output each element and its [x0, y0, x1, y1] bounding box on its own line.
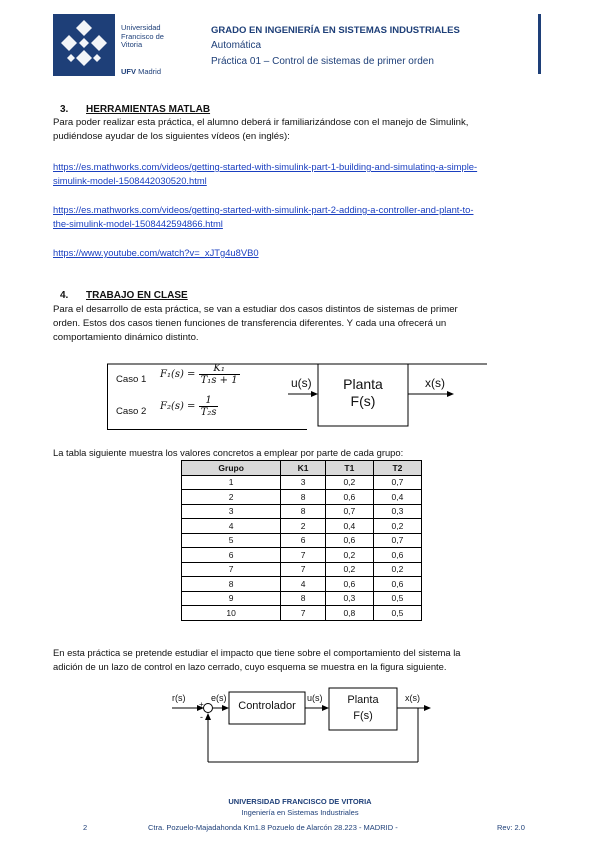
section-3-intro: Para poder realizar esta práctica, el alumno deberá ir familiarizándose con el manejo de Simulink, pudiéndose ayudar de los siguientes vídeos (en inglés):	[53, 117, 469, 142]
control-signal-label: u(s)	[307, 693, 323, 703]
table-row	[182, 533, 422, 548]
table-cell: 8	[281, 504, 326, 519]
plus-sign: +	[199, 700, 204, 709]
table-row	[182, 591, 422, 606]
table-row	[182, 490, 422, 505]
table-cell: 5	[182, 533, 281, 548]
table-cell: 0,6	[325, 490, 373, 505]
column-header: Grupo	[182, 461, 281, 476]
revision: Rev: 2.0	[497, 823, 525, 832]
footer-degree: Ingeniería en Sistemas Industriales	[241, 808, 359, 817]
table-cell: 0,4	[373, 490, 421, 505]
table-cell: 8	[281, 591, 326, 606]
plant-block-closed-loop: Planta F(s)	[347, 694, 379, 722]
footer-address: Ctra. Pozuelo-Majadahonda Km1.8 Pozuelo de Alarcón 28.223 - MADRID -	[148, 823, 398, 832]
output-label: x(s)	[425, 376, 445, 390]
table-cell: 6	[281, 533, 326, 548]
table-row	[182, 606, 422, 621]
table-cell: 3	[281, 475, 326, 490]
table-cell: 0,2	[373, 519, 421, 534]
table-cell: 0,4	[325, 519, 373, 534]
table-cell: 7	[281, 606, 326, 621]
table-cell: 0,3	[325, 591, 373, 606]
table-cell: 0,6	[325, 577, 373, 592]
table-cell: 8	[281, 490, 326, 505]
table-cell: 0,7	[373, 533, 421, 548]
table-row	[182, 562, 422, 577]
table-cell: 0,2	[373, 562, 421, 577]
input-label: u(s)	[291, 376, 312, 390]
table-cell: 0,5	[373, 606, 421, 621]
page-number: 2	[83, 823, 88, 832]
table-cell: 0,8	[325, 606, 373, 621]
video-link-1[interactable]: https://es.mathworks.com/videos/getting-started-with-simulink-part-1-building-and-simulating-a-simple- simulink-model-1508442030520.html	[53, 161, 478, 186]
logo-university-name: Universidad Francisco de Vitoria	[121, 23, 164, 49]
table-intro: La tabla siguiente muestra los valores concretos a emplear por parte de cada grupo:	[53, 447, 404, 458]
document-title: GRADO EN INGENIERÍA EN SISTEMAS INDUSTRIALES	[211, 25, 460, 36]
table-cell: 0,2	[325, 562, 373, 577]
logo-campus: UFV Madrid	[121, 67, 162, 76]
section-4-intro: Para el desarrollo de esta práctica, se van a estudiar dos casos distintos de sistemas de primer orden. Estos dos casos tienen funciones de transferencia diferentes. Y cada una ofrecerá un comportamiento dinámico distinto.	[53, 304, 458, 343]
document-subject: Automática	[211, 40, 262, 51]
minus-sign: -	[200, 712, 203, 722]
closed-loop-intro: En esta práctica se pretende estudiar el impacto que tiene sobre el comportamiento del sistema la adición de un lazo de control en lazo cerrado, cuyo esquema se muestra en la figura siguiente.	[53, 647, 461, 672]
table-header-row	[182, 461, 422, 476]
table-row	[182, 504, 422, 519]
column-header: K1	[281, 461, 326, 476]
table-cell: 3	[182, 504, 281, 519]
table-cell: 4	[182, 519, 281, 534]
table-cell: 0,6	[373, 577, 421, 592]
table-cell: 6	[182, 548, 281, 563]
table-cell: 7	[182, 562, 281, 577]
table-cell: 4	[281, 577, 326, 592]
table-cell: 0,5	[373, 591, 421, 606]
table-row	[182, 475, 422, 490]
table-cell: 2	[182, 490, 281, 505]
table-cell: 0,2	[325, 475, 373, 490]
closed-loop-output-label: x(s)	[405, 693, 420, 703]
case-2-label: Caso 2	[116, 406, 147, 417]
case-1-formula: F₁(s) = $\frac{\text{K₁}}{\text{T₁s + 1}}$	[160, 363, 238, 386]
column-header: T1	[325, 461, 373, 476]
video-link-2[interactable]: https://es.mathworks.com/videos/getting-started-with-simulink-part-2-adding-a-controller-and-plant-to- the-simulink-model-1508442594866.html	[53, 204, 474, 229]
table-cell: 7	[281, 548, 326, 563]
parameters-table	[181, 460, 422, 621]
error-label: e(s)	[211, 693, 227, 703]
table-row	[182, 548, 422, 563]
table-cell: 0,6	[373, 548, 421, 563]
table-cell: 0,7	[325, 504, 373, 519]
table-cell: 8	[182, 577, 281, 592]
table-cell: 0,7	[373, 475, 421, 490]
practice-title: Práctica 01 – Control de sistemas de primer orden	[211, 56, 434, 67]
table-cell: 0,2	[325, 548, 373, 563]
table-cell: 0,3	[373, 504, 421, 519]
section-3-heading: 3. HERRAMIENTAS MATLAB	[60, 104, 211, 115]
case-2-formula: F₂(s) = $\frac{1}{\text{T₂s}}$	[160, 395, 217, 418]
table-cell: 10	[182, 606, 281, 621]
footer-university: UNIVERSIDAD FRANCISCO DE VITORIA	[228, 797, 372, 806]
reference-label: r(s)	[172, 693, 186, 703]
case-1-label: Caso 1	[116, 374, 147, 385]
table-row	[182, 519, 422, 534]
table-row	[182, 577, 422, 592]
table-cell: 9	[182, 591, 281, 606]
table-cell: 2	[281, 519, 326, 534]
column-header: T2	[373, 461, 421, 476]
section-4-heading: 4. TRABAJO EN CLASE	[60, 290, 188, 301]
table-cell: 7	[281, 562, 326, 577]
table-cell: 0,6	[325, 533, 373, 548]
table-cell: 1	[182, 475, 281, 490]
plant-block: Planta F(s)	[343, 376, 383, 409]
video-link-3[interactable]: https://www.youtube.com/watch?v=_xJTg4u8VB0	[53, 247, 259, 258]
controller-block: Controlador	[238, 700, 296, 712]
